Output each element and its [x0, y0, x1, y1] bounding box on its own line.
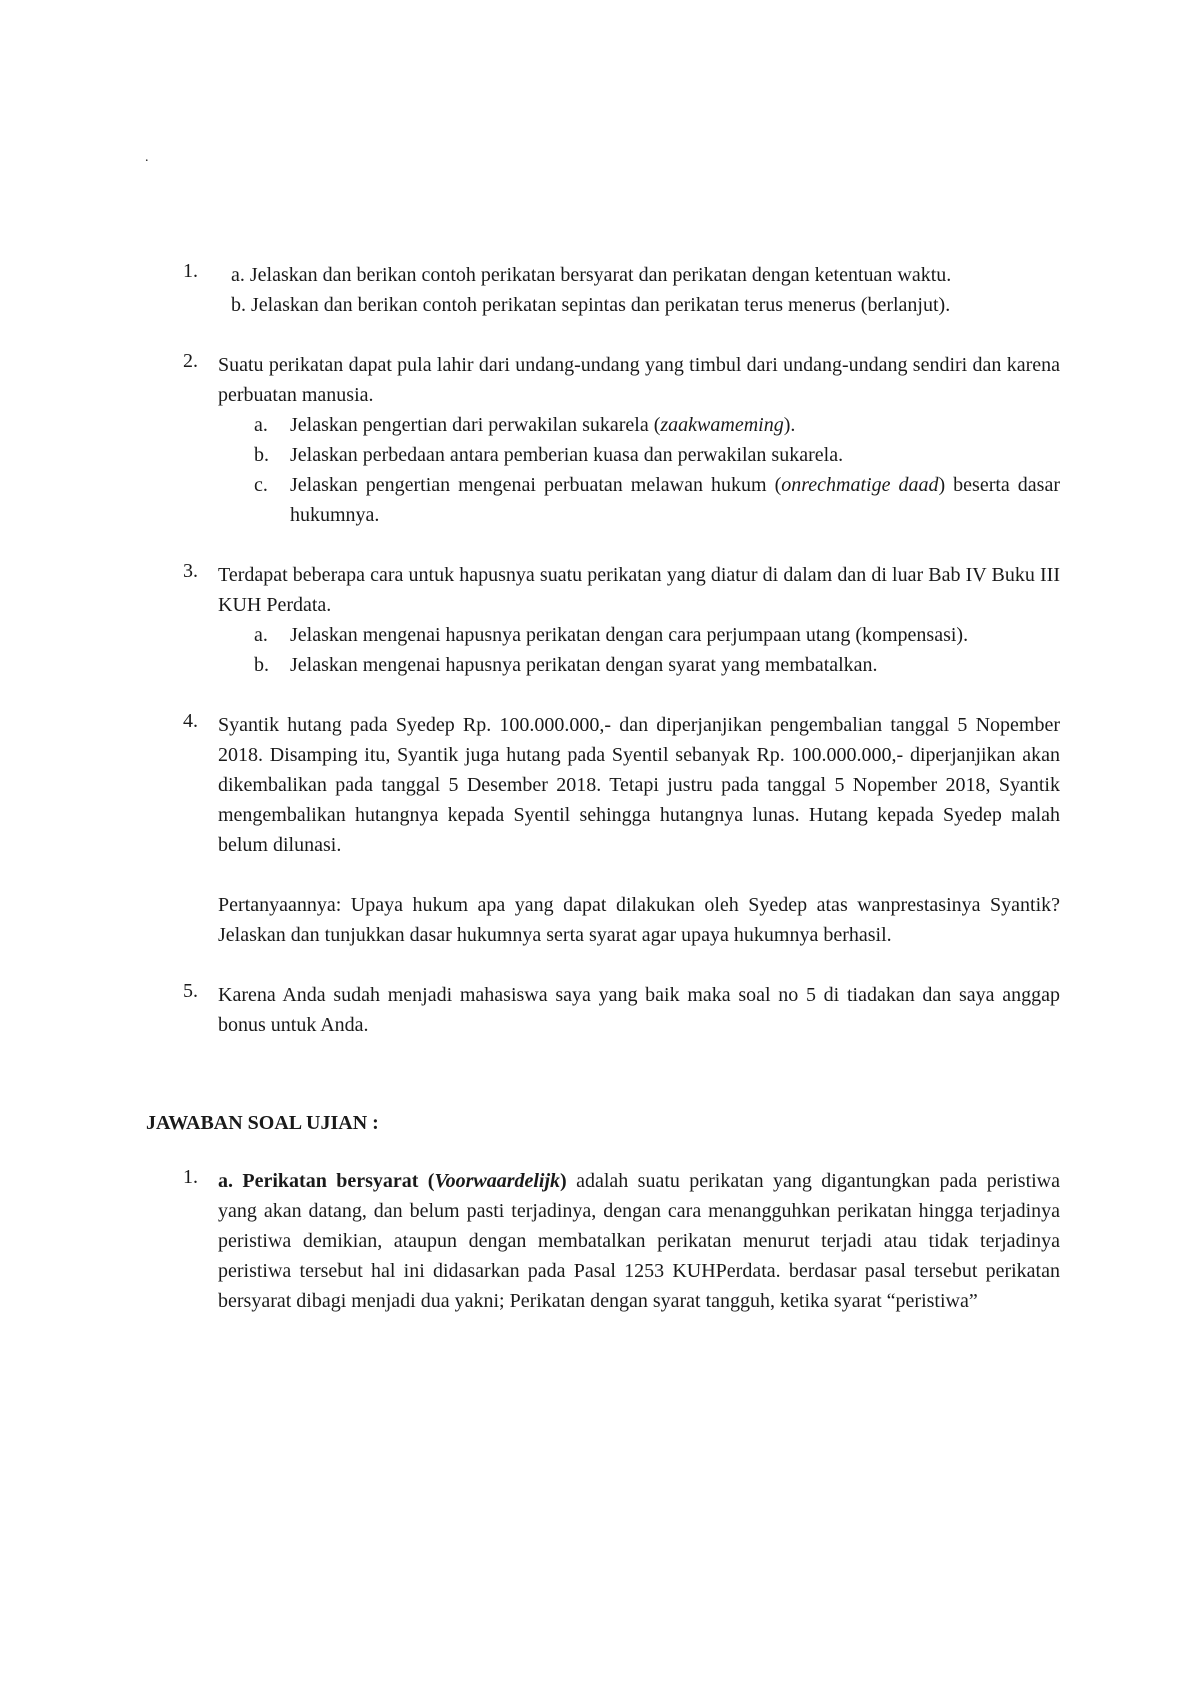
question-body — [218, 980, 1060, 1040]
answer-term-italic: Voorwaardelijk — [434, 1170, 561, 1192]
question-number: 5. — [183, 980, 198, 1002]
question-3b — [218, 650, 1060, 680]
answer-term: a. Perikatan bersyarat ( — [218, 1170, 435, 1192]
sub-label: b. — [254, 654, 269, 676]
question-5 — [0, 980, 1200, 1040]
sub-label: b. — [254, 444, 269, 466]
question-number: 4. — [183, 710, 198, 732]
question-list — [0, 260, 1200, 1346]
page-marker: . — [145, 150, 149, 165]
answer-text: adalah suatu perikatan yang digantungkan pada peristiwa yang akan datang, dan belum pasti terjadinya, dengan cara menangguhkan perikatan hingga terjadinya peristiwa demikian, ataupun dengan membatalkan perikatan menurut terjadi atau tidak terjadinya peristiwa tersebut hal ini didasarkan pada Pasal 1253 KUHPerdata. berdasar pasal tersebut perikatan bersyarat dibagi menjadi dua yakni; Perikatan dengan syarat tangguh, ketika syarat “peristiwa” — [218, 1170, 1060, 1312]
question-body — [218, 560, 1060, 680]
answer-body — [218, 1166, 1060, 1316]
question-number: 3. — [183, 560, 198, 582]
sub-text: Jelaskan mengenai hapusnya perikatan dengan cara perjumpaan utang (kompensasi). — [290, 624, 969, 646]
question-body — [218, 260, 1060, 320]
question-2-intro: Suatu perikatan dapat pula lahir dari undang-undang yang timbul dari undang-undang sendiri dan karena perbuatan manusia. — [218, 354, 1060, 406]
question-1b: b. Jelaskan dan berikan contoh perikatan sepintas dan perikatan terus menerus (berlanjut). — [231, 294, 951, 316]
sub-text: Jelaskan perbedaan antara pemberian kuasa dan perwakilan sukarela. — [290, 444, 844, 466]
question-body — [218, 710, 1060, 950]
question-number: 2. — [183, 350, 198, 372]
question-body — [218, 350, 1060, 530]
sub-label: c. — [254, 474, 268, 496]
question-2 — [0, 350, 1200, 530]
question-4 — [0, 710, 1200, 950]
sub-italic: onrechmatige daad — [781, 474, 939, 496]
question-4-case: Syantik hutang pada Syedep Rp. 100.000.000,- dan diperjanjikan pengembalian tanggal 5 Nopember 2018. Disamping itu, Syantik juga hutang pada Syentil sebanyak Rp. 100.000.000,- diperjanjikan akan dikembalikan pada tanggal 5 Desember 2018. Tetapi justru pada tanggal 5 Nopember 2018, Syantik mengembalikan hutangnya kepada Syentil sehingga hutangnya lunas. Hutang kepada Syedep malah belum dilunasi. — [218, 714, 1060, 856]
answer-term: ) — [560, 1170, 567, 1192]
answer-number: 1. — [183, 1166, 198, 1188]
question-3-intro: Terdapat beberapa cara untuk hapusnya suatu perikatan yang diatur di dalam dan di luar Bab IV Buku III KUH Perdata. — [218, 564, 1060, 616]
answer-1 — [0, 1166, 1200, 1316]
question-4-prompt: Pertanyaannya: Upaya hukum apa yang dapat dilakukan oleh Syedep atas wanprestasinya Syantik? Jelaskan dan tunjukkan dasar hukumnya serta syarat agar upaya hukumnya berhasil. — [218, 894, 1060, 946]
sub-text: ) beserta dasar hukumnya. — [290, 474, 1060, 526]
question-2a — [218, 410, 1060, 440]
question-1 — [0, 260, 1200, 320]
answers-heading: JAWABAN SOAL UJIAN : — [146, 1112, 379, 1134]
sub-text: Jelaskan mengenai hapusnya perikatan dengan syarat yang membatalkan. — [290, 654, 878, 676]
question-number: 1. — [183, 260, 198, 282]
sub-italic: zaakwameming — [660, 414, 784, 436]
sub-label: a. — [254, 414, 268, 436]
sub-text: Jelaskan pengertian mengenai perbuatan melawan hukum ( — [290, 474, 782, 496]
question-1a: a. Jelaskan dan berikan contoh perikatan bersyarat dan perikatan dengan ketentuan waktu. — [231, 264, 952, 286]
question-2c — [218, 470, 1060, 530]
sub-text: ). — [783, 414, 796, 436]
question-2b — [218, 440, 1060, 470]
question-3a — [218, 620, 1060, 650]
sub-label: a. — [254, 624, 268, 646]
sub-text: Jelaskan pengertian dari perwakilan sukarela ( — [290, 414, 661, 436]
question-3 — [0, 560, 1200, 680]
question-5-text: Karena Anda sudah menjadi mahasiswa saya yang baik maka soal no 5 di tiadakan dan saya anggap bonus untuk Anda. — [218, 984, 1060, 1036]
